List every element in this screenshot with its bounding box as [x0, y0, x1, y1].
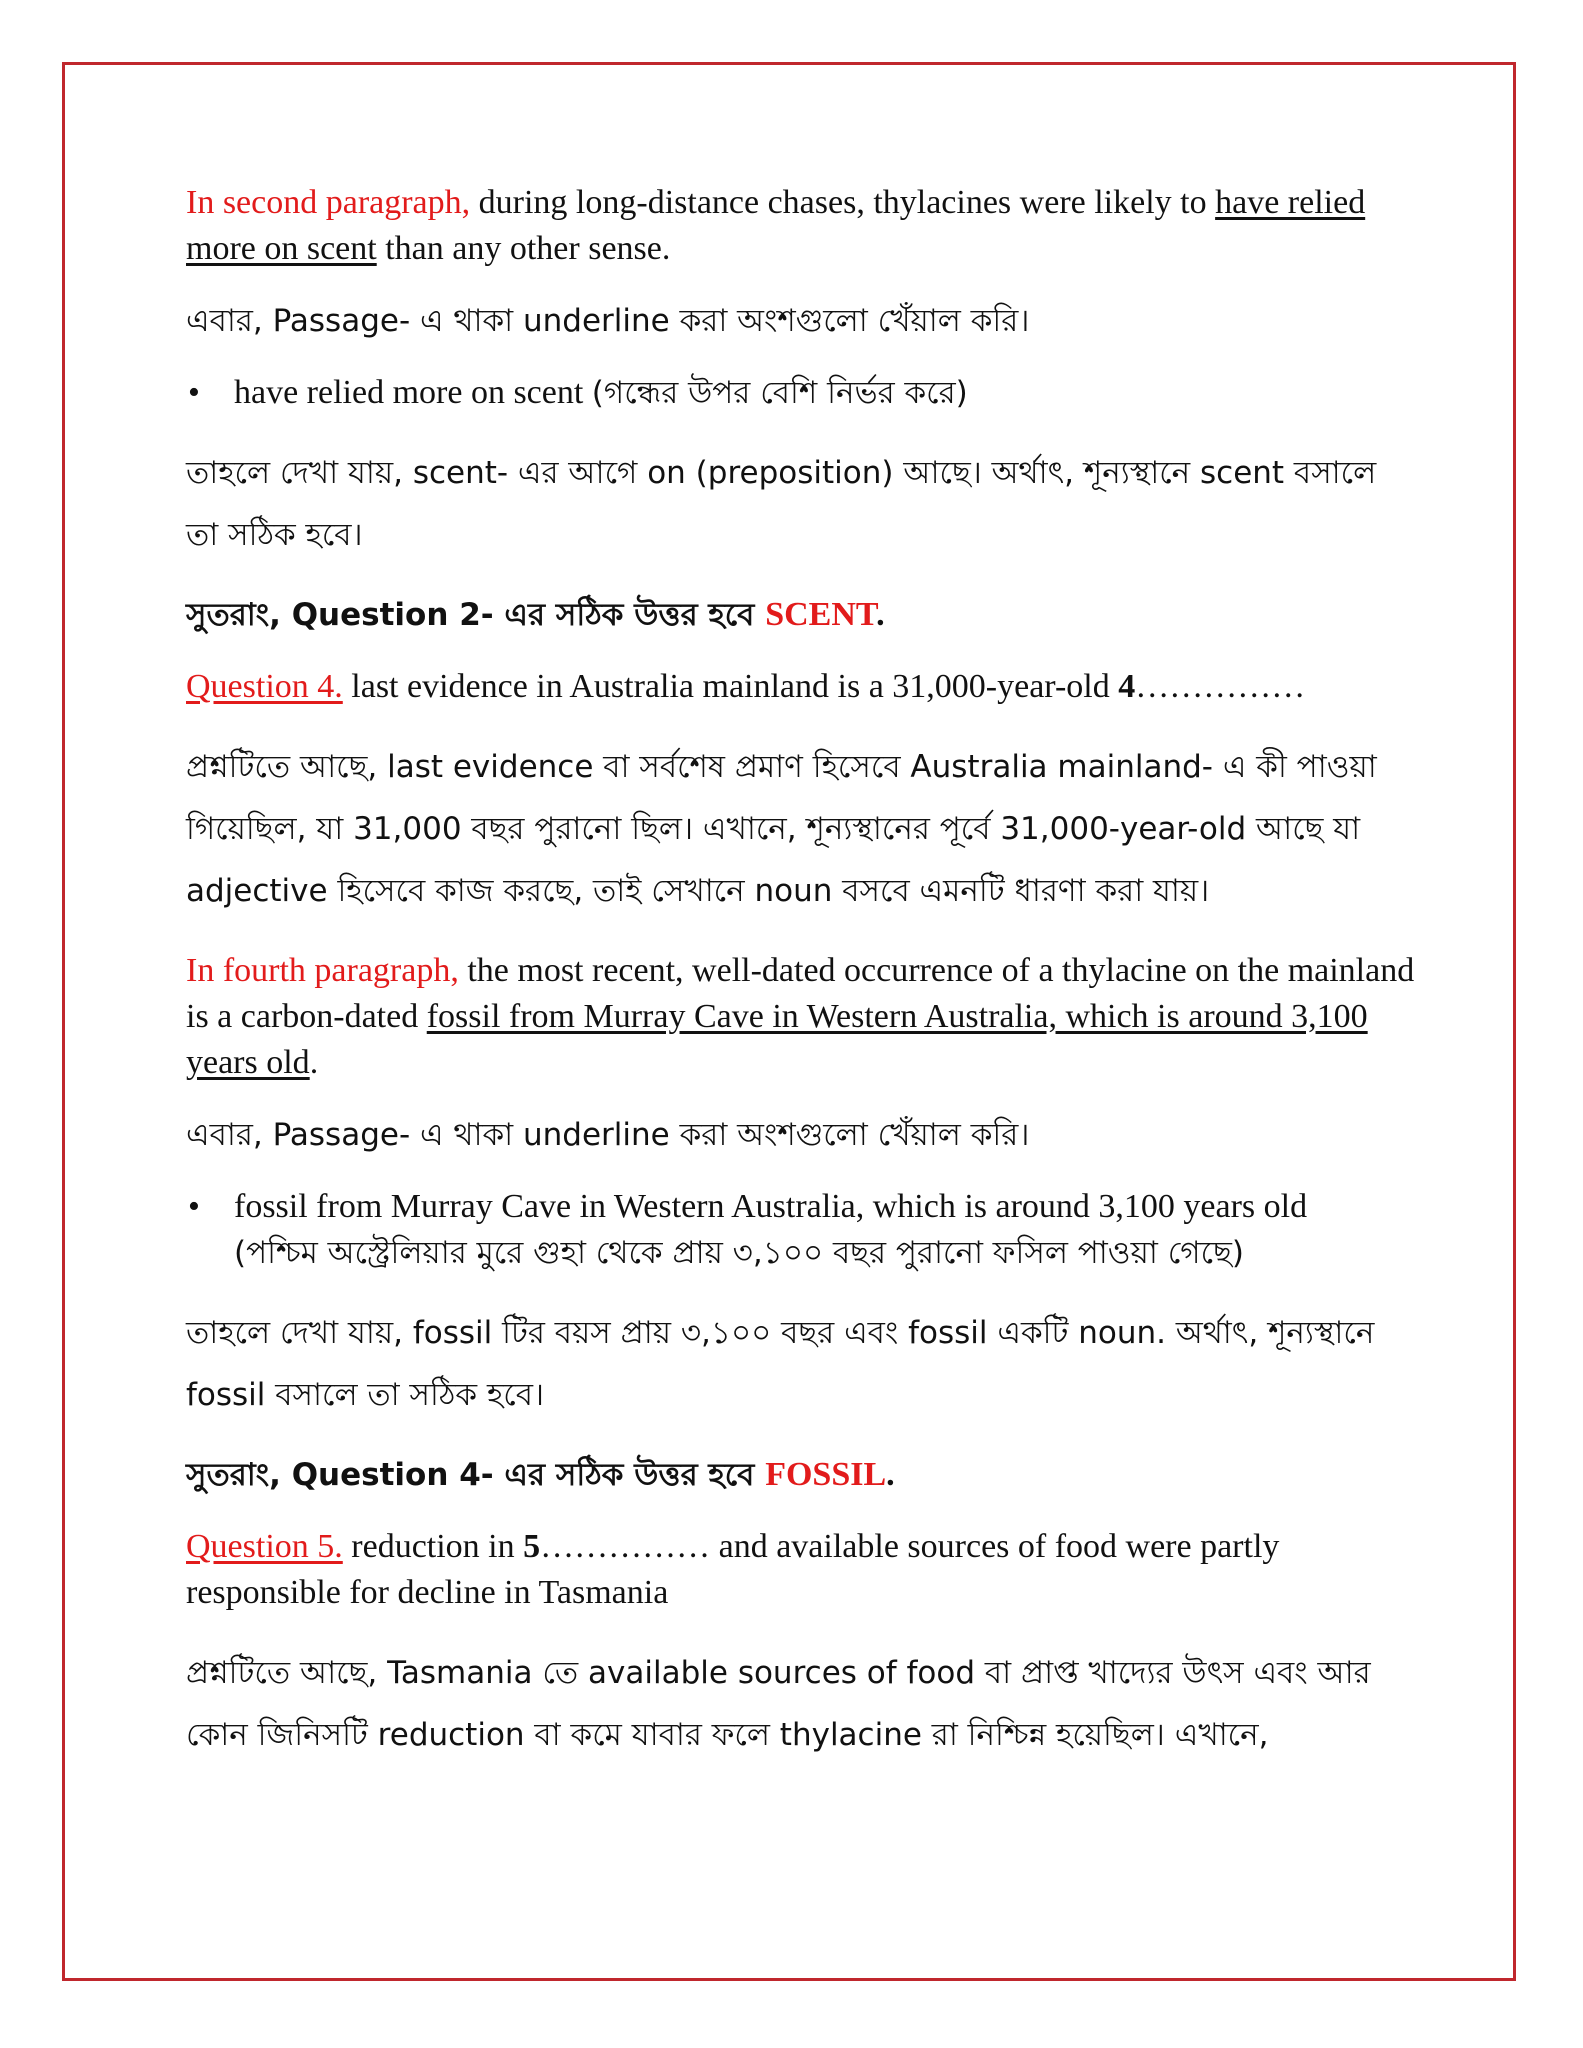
explanation: প্রশ্নটিতে আছে, last evidence বা সর্বশেষ প্রমাণ হিসেবে Australia mainland- এ কী পাওয়া গিয়েছিল, যা 31,000 বছর পুরানো ছিল। এখানে, শূন্যস্থানের পূর্বে 31,000-year-old আছে যা adjective হিসেবে কাজ করছে, তাই সেখানে noun বসবে এমনটি ধারণা করা যায়। [186, 749, 1377, 909]
question-label: Question 4. [186, 668, 343, 705]
question-4: Question 4. last evidence in Australia mainland is a 31,000-year-old 4…………… [186, 668, 1306, 705]
bullet-icon: • [188, 1188, 200, 1225]
answer-line: সুতরাং, Question 4- এর সঠিক উত্তর হবে FOSSIL. [186, 1456, 895, 1493]
question-label: Question 5. [186, 1528, 343, 1565]
explanation: প্রশ্নটিতে আছে, Tasmania তে available sources of food বা প্রাপ্ত খাদ্যের উৎস এবং আর কোন জিনিসটি reduction বা কমে যাবার ফলে thylacine রা নিশ্চিন্ন হয়েছিল। এখানে, [186, 1655, 1371, 1753]
bullet-icon: • [188, 374, 200, 411]
answer-value: SCENT [765, 596, 877, 633]
paragraph-reference: In fourth paragraph, [186, 952, 459, 989]
paragraph-reference: In second paragraph, [186, 184, 471, 221]
passage-paragraph-4: In fourth paragraph, the most recent, well-dated occurrence of a thylacine on the mainland is a carbon-dated fossil from Murray Cave in Western Australia, which is around 3,100 years old. [186, 952, 1415, 1081]
answer-line: সুতরাং, Question 2- এর সঠিক উত্তর হবে SCENT. [186, 596, 885, 633]
explanation: তাহলে দেখা যায়, fossil টির বয়স প্রায় ৩,১০০ বছর এবং fossil একটি noun. অর্থাৎ, শূন্যস্থানে fossil বসালে তা সঠিক হবে। [186, 1315, 1375, 1413]
bullet-item: • have relied more on scent (গন্ধের উপর বেশি নির্ভর করে) [186, 370, 1416, 416]
underline-note: এবার, Passage- এ থাকা underline করা অংশগুলো খেঁয়াল করি। [186, 1117, 1030, 1153]
underlined-phrase: have relied more on scent [186, 184, 1366, 267]
question-5: Question 5. reduction in 5…………… and available sources of food were partly responsible for decline in Tasmania [186, 1528, 1280, 1611]
document-body [186, 180, 1416, 1792]
underline-note: এবার, Passage- এ থাকা underline করা অংশগুলো খেঁয়াল করি। [186, 303, 1030, 339]
explanation: তাহলে দেখা যায়, scent- এর আগে on (preposition) আছে। অর্থাৎ, শূন্যস্থানে scent বসালে তা সঠিক হবে। [186, 455, 1377, 553]
answer-value: FOSSIL [765, 1456, 887, 1493]
passage-paragraph-2: In second paragraph, during long-distance chases, thylacines were likely to have relied more on scent than any other sense. [186, 184, 1366, 267]
bullet-item: • fossil from Murray Cave in Western Australia, which is around 3,100 years old (পশ্চিম অস্ট্রেলিয়ার মুরে গুহা থেকে প্রায় ৩,১০০ বছর পুরানো ফসিল পাওয়া গেছে) [186, 1184, 1416, 1276]
underlined-phrase: fossil from Murray Cave in Western Australia, which is around 3,100 years old [186, 998, 1368, 1081]
